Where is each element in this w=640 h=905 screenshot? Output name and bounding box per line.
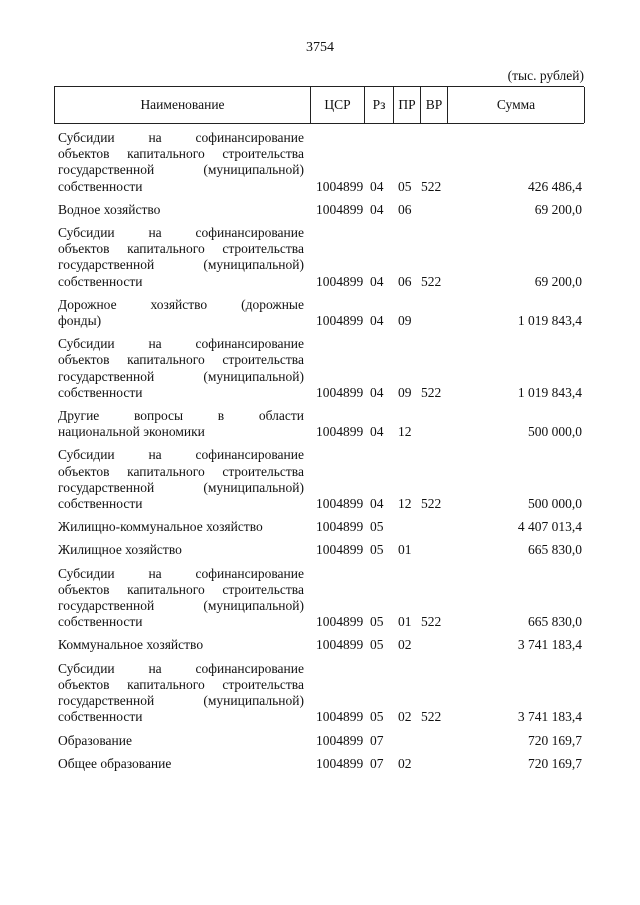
row-csr: 1004899 [316, 178, 364, 194]
table-row [54, 637, 584, 653]
row-name-line: государственной (муниципальной) [58, 162, 304, 178]
row-pr: 01 [398, 614, 412, 630]
row-pr: 06 [398, 273, 412, 289]
row-vr: 522 [421, 709, 442, 725]
row-name-line: национальной экономики [58, 424, 205, 440]
row-name-line: государственной (муниципальной) [58, 598, 304, 614]
table-row [54, 336, 584, 401]
row-name-line: собственности [58, 496, 143, 512]
row-name-line: объектов капитального строительства [58, 581, 304, 597]
row-name [54, 637, 310, 653]
row-name-line: фонды) [58, 313, 102, 329]
row-name-line: объектов капитального строительства [58, 463, 304, 479]
row-name-line: собственности [58, 614, 143, 630]
row-name-line: Субсидии на софинансирование [58, 225, 304, 241]
table-row [54, 756, 584, 772]
row-sum: 426 486,4 [528, 178, 582, 194]
row-name [54, 756, 310, 772]
row-name-line: собственности [58, 178, 143, 194]
row-name [54, 733, 310, 749]
row-rz: 04 [370, 313, 384, 329]
row-sum: 500 000,0 [528, 424, 582, 440]
row-rz: 05 [370, 637, 384, 653]
row-name [54, 447, 310, 512]
row-pr: 01 [398, 542, 412, 558]
table-body [54, 124, 584, 772]
row-vr: 522 [421, 273, 442, 289]
row-name-line: Общее образование [58, 755, 172, 771]
row-sum: 665 830,0 [528, 542, 582, 558]
row-csr: 1004899 [316, 637, 364, 653]
table-row [54, 661, 584, 726]
row-name [54, 519, 310, 535]
row-csr: 1004899 [316, 614, 364, 630]
row-name [54, 542, 310, 558]
table-header [54, 86, 584, 124]
row-name-line: государственной (муниципальной) [58, 479, 304, 495]
row-sum: 3 741 183,4 [517, 709, 582, 725]
row-name-line: собственности [58, 273, 143, 289]
row-name-line: объектов капитального строительства [58, 676, 304, 692]
row-pr: 02 [398, 709, 412, 725]
row-csr: 1004899 [316, 732, 364, 748]
row-name [54, 566, 310, 631]
row-pr: 02 [398, 755, 412, 771]
table-row [54, 519, 584, 535]
row-rz: 05 [370, 519, 384, 535]
header-name: Наименование [55, 87, 311, 123]
header-vr: ВР [421, 87, 448, 123]
row-rz: 05 [370, 614, 384, 630]
row-pr: 09 [398, 313, 412, 329]
row-rz: 04 [370, 273, 384, 289]
row-rz: 04 [370, 201, 384, 217]
row-csr: 1004899 [316, 201, 364, 217]
row-sum: 1 019 843,4 [517, 313, 582, 329]
budget-table [54, 86, 584, 779]
row-name [54, 202, 310, 218]
row-name-line: Субсидии на софинансирование [58, 565, 304, 581]
row-csr: 1004899 [316, 519, 364, 535]
row-csr: 1004899 [316, 709, 364, 725]
row-name [54, 297, 310, 329]
row-sum: 4 407 013,4 [517, 519, 582, 535]
row-name [54, 130, 310, 195]
row-name-line: Дорожное хозяйство (дорожные [58, 296, 304, 312]
row-rz: 05 [370, 709, 384, 725]
table-row [54, 447, 584, 512]
row-name-line: Жилищное хозяйство [58, 542, 182, 558]
row-name-line: собственности [58, 384, 143, 400]
row-sum: 1 019 843,4 [517, 384, 582, 400]
table-row [54, 225, 584, 290]
row-pr: 12 [398, 496, 412, 512]
row-pr: 02 [398, 637, 412, 653]
row-name-line: Другие вопросы в области [58, 408, 304, 424]
row-sum: 69 200,0 [534, 201, 582, 217]
row-name-line: Субсидии на софинансирование [58, 336, 304, 352]
table-row [54, 733, 584, 749]
header-pr: ПР [394, 87, 421, 123]
row-name-line: объектов капитального строительства [58, 241, 304, 257]
row-sum: 500 000,0 [528, 496, 582, 512]
row-name-line: Субсидии на софинансирование [58, 447, 304, 463]
header-sum: Сумма [448, 87, 585, 123]
row-pr: 12 [398, 424, 412, 440]
row-name-line: Водное хозяйство [58, 201, 161, 217]
row-csr: 1004899 [316, 384, 364, 400]
row-name-line: государственной (муниципальной) [58, 257, 304, 273]
row-rz: 07 [370, 732, 384, 748]
row-csr: 1004899 [316, 496, 364, 512]
row-name [54, 336, 310, 401]
row-rz: 04 [370, 178, 384, 194]
header-rz: Рз [365, 87, 394, 123]
row-name-line: собственности [58, 709, 143, 725]
row-name-line: объектов капитального строительства [58, 352, 304, 368]
row-vr: 522 [421, 496, 442, 512]
page-number: 3754 [306, 40, 334, 55]
table-row [54, 130, 584, 195]
row-name [54, 408, 310, 440]
row-csr: 1004899 [316, 273, 364, 289]
row-csr: 1004899 [316, 424, 364, 440]
row-vr: 522 [421, 178, 442, 194]
row-pr: 09 [398, 384, 412, 400]
row-name-line: Субсидии на софинансирование [58, 660, 304, 676]
row-name-line: государственной (муниципальной) [58, 693, 304, 709]
row-sum: 720 169,7 [528, 755, 582, 771]
row-vr: 522 [421, 614, 442, 630]
row-csr: 1004899 [316, 313, 364, 329]
row-name-line: Образование [58, 732, 132, 748]
units-label: (тыс. рублей) [507, 68, 584, 83]
row-name-line: государственной (муниципальной) [58, 368, 304, 384]
row-name-line: Коммунальное хозяйство [58, 637, 204, 653]
row-rz: 07 [370, 755, 384, 771]
row-name-line: Жилищно-коммунальное хозяйство [58, 519, 263, 535]
row-pr: 05 [398, 178, 412, 194]
row-vr: 522 [421, 384, 442, 400]
row-name [54, 661, 310, 726]
row-name-line: объектов капитального строительства [58, 146, 304, 162]
table-row [54, 202, 584, 218]
row-csr: 1004899 [316, 542, 364, 558]
table-row [54, 542, 584, 558]
row-pr: 06 [398, 201, 412, 217]
row-sum: 69 200,0 [534, 273, 582, 289]
row-name-line: Субсидии на софинансирование [58, 130, 304, 145]
row-name [54, 225, 310, 290]
row-rz: 04 [370, 424, 384, 440]
row-sum: 3 741 183,4 [517, 637, 582, 653]
row-rz: 04 [370, 384, 384, 400]
row-rz: 04 [370, 496, 384, 512]
table-row [54, 566, 584, 631]
table-row [54, 297, 584, 329]
row-sum: 720 169,7 [528, 732, 582, 748]
table-row [54, 408, 584, 440]
row-csr: 1004899 [316, 755, 364, 771]
row-sum: 665 830,0 [528, 614, 582, 630]
header-csr: ЦСР [311, 87, 365, 123]
row-rz: 05 [370, 542, 384, 558]
